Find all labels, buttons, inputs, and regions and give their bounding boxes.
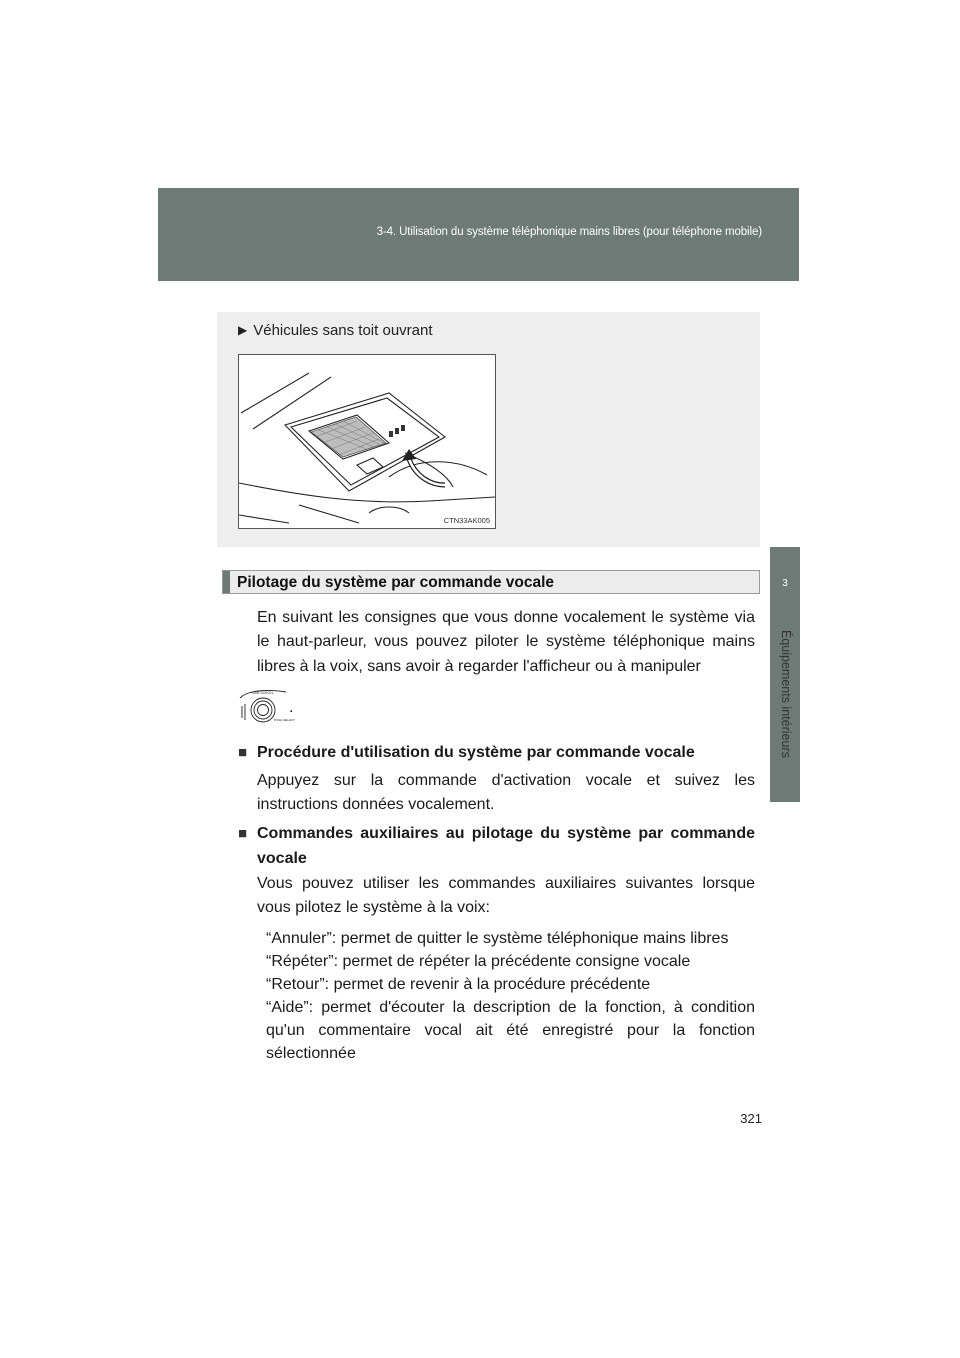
chapter-label-wrap: [774, 630, 796, 780]
intro-end: .: [289, 699, 294, 716]
aux-text: Vous pouvez utiliser les commandes auxiliaires suivantes lorsque vous pilotez le système à la voix:: [257, 875, 755, 917]
section-title: Pilotage du système par commande vocale: [237, 574, 555, 591]
aux-command-item: “Retour”: permet de revenir à la procédure précédente: [266, 976, 651, 993]
chapter-label: Équipements intérieurs: [779, 630, 793, 758]
section-heading-bar: [222, 570, 760, 594]
procedure-heading: Procédure d'utilisation du système par commande vocale: [257, 744, 695, 761]
dial-bottom-label: PUSH SELECT: [274, 718, 295, 722]
aux-command-item: “Annuler”: permet de quitter le système téléphonique mains libres: [266, 930, 729, 947]
page-number: 321: [740, 1111, 762, 1126]
figure-code: CTN33AK005: [443, 516, 490, 525]
vehicle-variant-label: Véhicules sans toit ouvrant: [253, 322, 433, 339]
overhead-console-illustration: [238, 354, 496, 529]
play-triangle-icon: ▶: [238, 323, 248, 337]
section-header-title: 3-4. Utilisation du système téléphonique mains libres (pour téléphone mobile): [376, 226, 762, 238]
bullet-square-icon: ■: [238, 744, 248, 761]
aux-command-item: “Répéter”: permet de répéter la précédente consigne vocale: [266, 953, 691, 970]
vehicle-variant-line: [238, 322, 433, 339]
section-accent: [223, 571, 230, 593]
aux-command-item: “Aide”: permet d'écouter la description de la fonction, à condition qu'un commentaire vocal ait été enregistré pour la fonction sélectionnée: [266, 999, 755, 1062]
procedure-text: Appuyez sur la commande d'activation vocale et suivez les instructions données vocalement.: [257, 772, 755, 814]
dial-top-label: TUNE·SCROLL: [251, 691, 274, 695]
ceiling-console-drawing: [239, 355, 495, 528]
aux-heading: Commandes auxiliaires au pilotage du système par commande vocale: [257, 825, 755, 867]
tune-scroll-dial-icon: [238, 688, 295, 726]
section-intro: En suivant les consignes que vous donne vocalement le système via le haut-parleur, vous pouvez piloter le système téléphonique mains libres à la voix, sans avoir à regarder l'afficheur ou à manipuler: [257, 609, 755, 675]
chapter-number: 3: [782, 578, 788, 589]
bullet-square-icon: ■: [238, 825, 248, 842]
